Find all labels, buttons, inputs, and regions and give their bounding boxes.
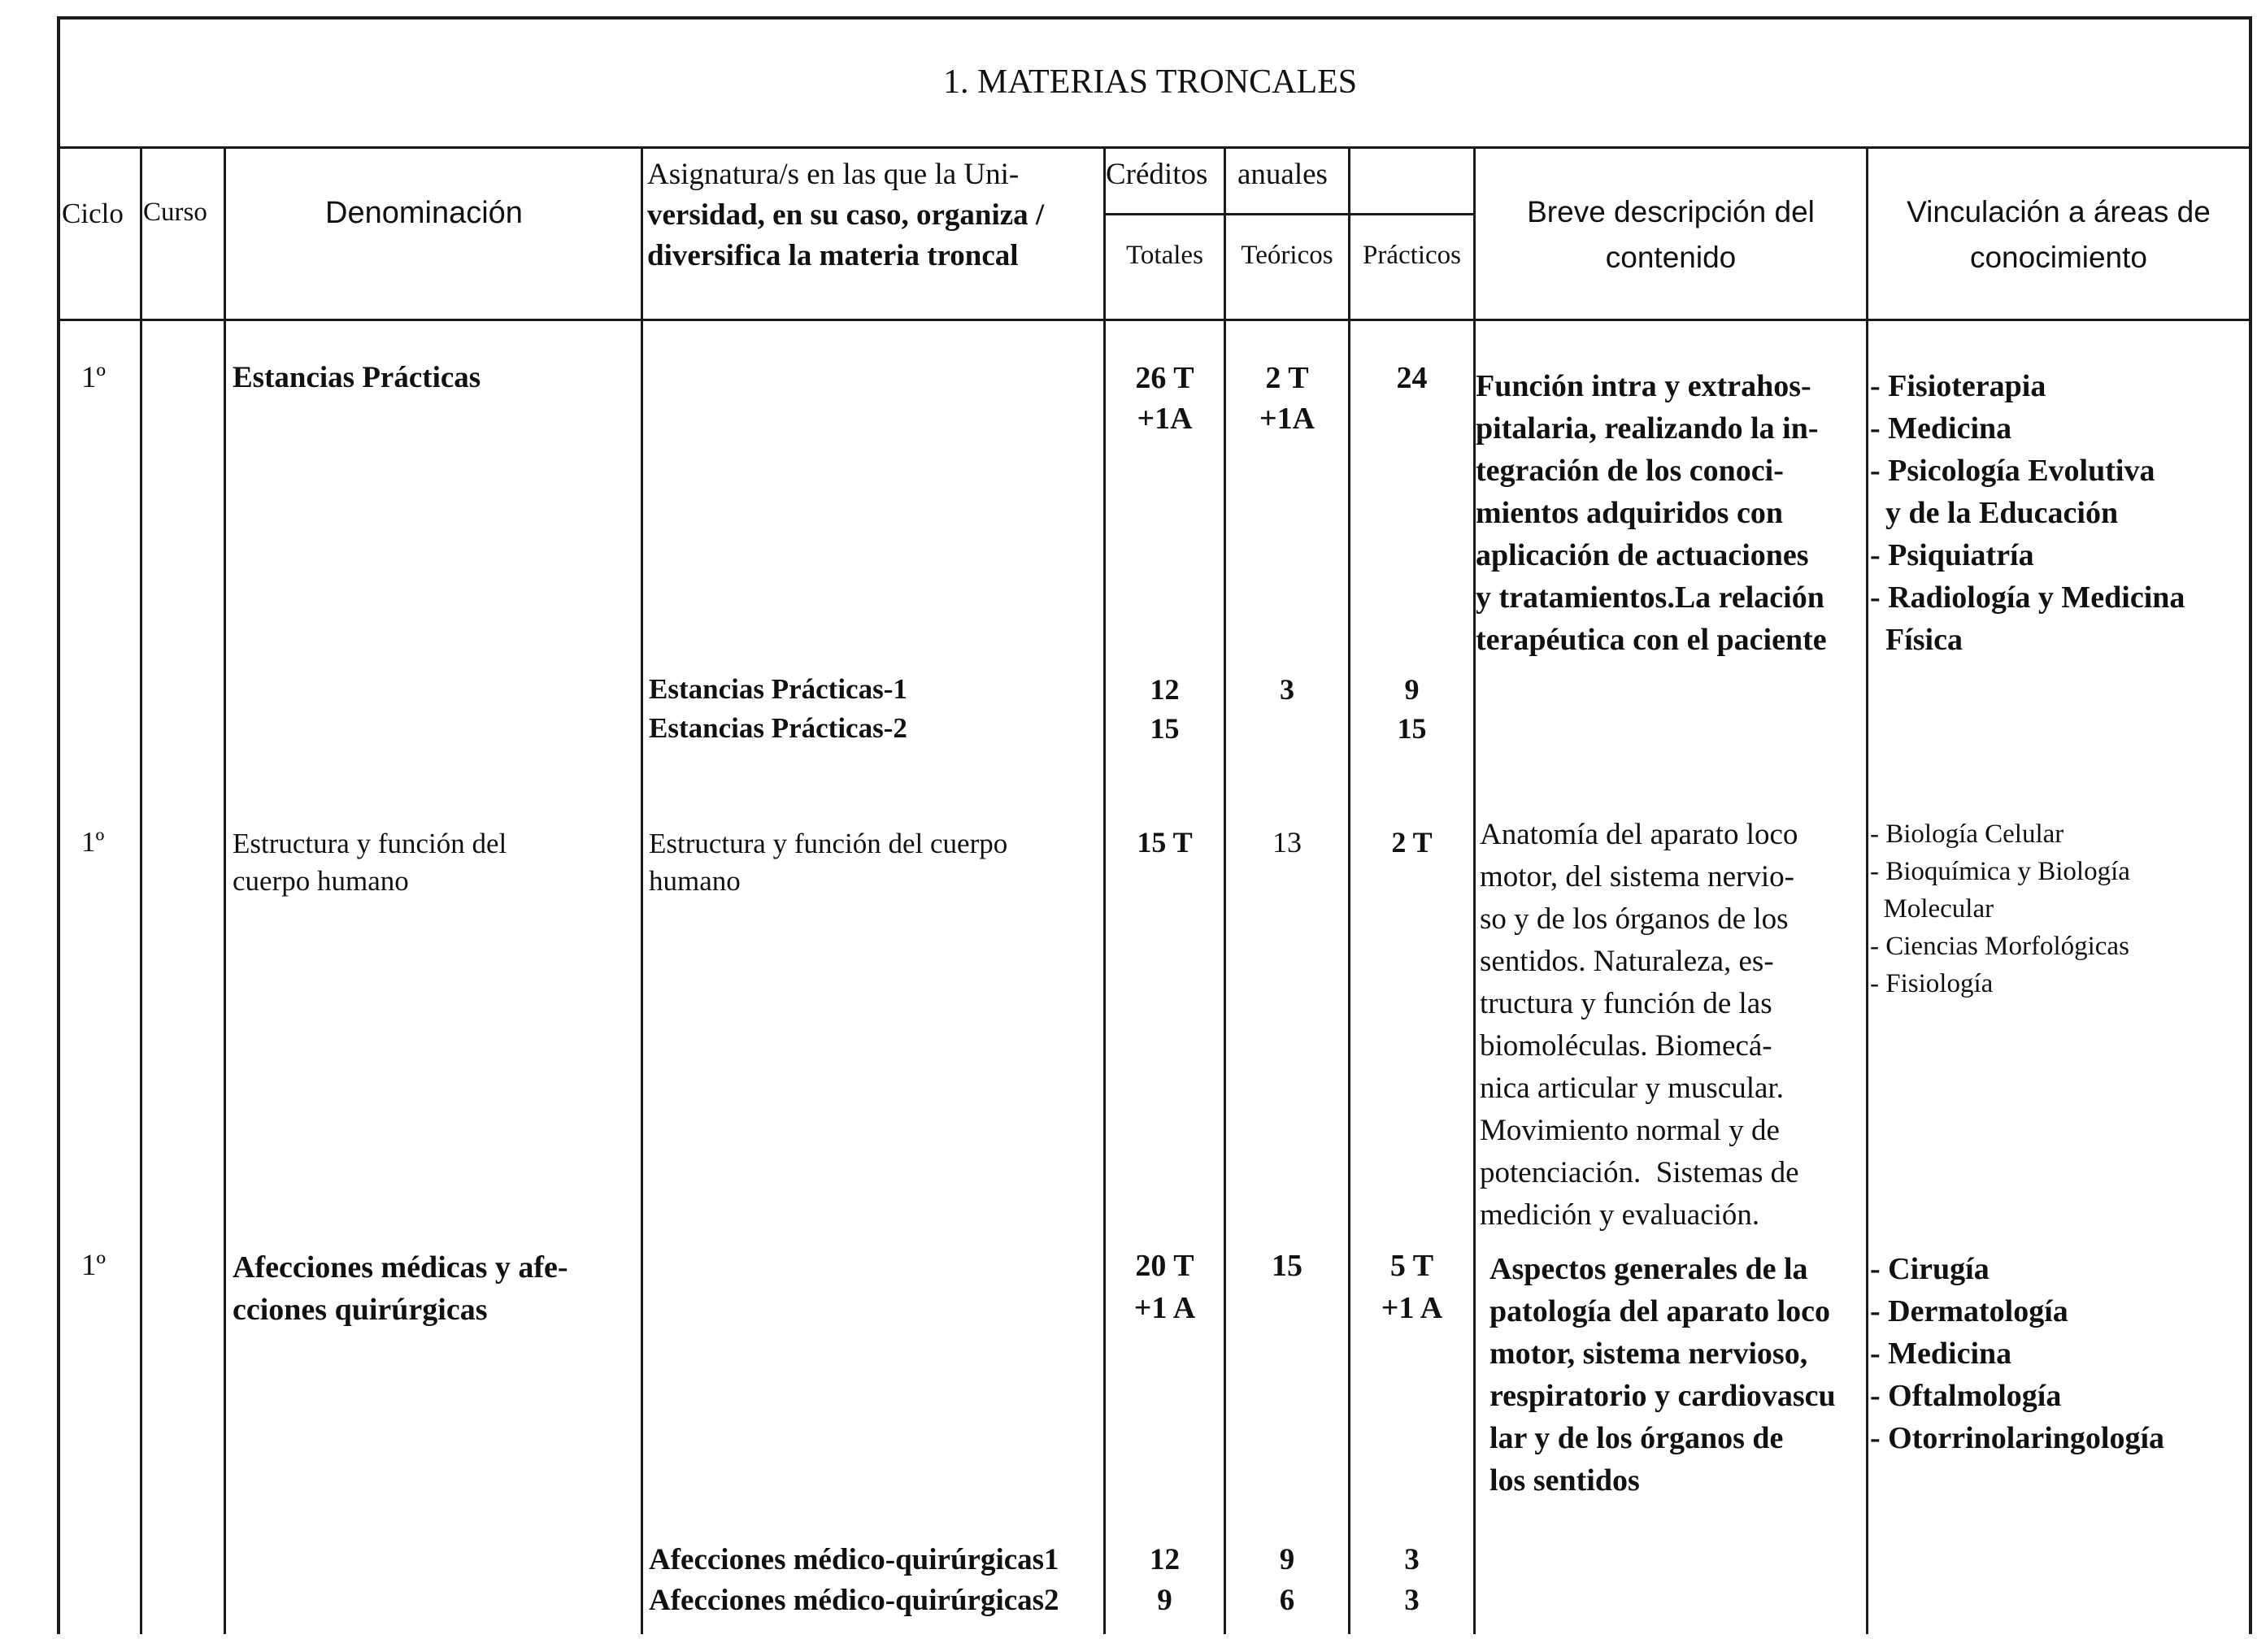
- row-4-descripcion-line-5: lar y de los órganos de: [1489, 1421, 1784, 1455]
- header-asignatura-line-1: Asignatura/s en las que la Uni-: [647, 158, 1020, 191]
- header-divider: [57, 319, 2252, 321]
- row-1-vinculacion-line-7: Física: [1870, 623, 1963, 657]
- row-2-totales-1: 12: [1150, 673, 1180, 706]
- row-4-practicos-line-1: 5 T: [1389, 1249, 1434, 1283]
- row-1-vinculacion-line-4: y de la Educación: [1870, 496, 2119, 530]
- row-3-descripcion-line-9: potenciación. Sistemas de: [1480, 1156, 1799, 1189]
- row-1-descripcion-line-7: terapéutica con el paciente: [1476, 623, 1827, 657]
- row-3-ciclo: 1º: [81, 826, 105, 858]
- row-3-asignatura-line-1: Estructura y función del cuerpo: [649, 828, 1008, 859]
- row-3-descripcion-line-5: tructura y función de las: [1480, 987, 1772, 1020]
- row-4-vinculacion-line-1: - Cirugía: [1870, 1252, 1990, 1286]
- row-1-descripcion-line-5: aplicación de actuaciones: [1476, 538, 1809, 572]
- row-5-asignatura-1: Afecciones médico-quirúrgicas1: [649, 1543, 1059, 1576]
- header-ciclo: Ciclo: [62, 198, 124, 229]
- row-2-asignatura-1: Estancias Prácticas-1: [649, 673, 907, 705]
- row-2-practicos-2: 15: [1397, 712, 1427, 745]
- row-4-vinculacion-line-5: - Otorrinolaringología: [1870, 1421, 2165, 1455]
- row-4-totales-line-1: 20 T: [1135, 1249, 1194, 1283]
- row-3-practicos: 2 T: [1391, 826, 1433, 859]
- row-1-teoricos-line-1: 2 T: [1265, 361, 1309, 395]
- header-asignatura-line-3: diversifica la materia troncal: [647, 239, 1019, 272]
- row-3-descripcion-line-1: Anatomía del aparato loco: [1480, 818, 1798, 851]
- header-vinculacion-line-1: Vinculación a áreas de: [1907, 195, 2211, 228]
- header-creditos: Créditos: [1106, 158, 1208, 191]
- row-4-vinculacion-line-4: - Oftalmología: [1870, 1379, 2062, 1413]
- row-4-teoricos: 15: [1272, 1249, 1302, 1283]
- row-3-asignatura-line-2: humano: [649, 865, 741, 897]
- row-1-vinculacion-line-6: - Radiología y Medicina: [1870, 580, 2185, 615]
- row-3-vinculacion-line-3: Molecular: [1870, 894, 1994, 924]
- header-totales: Totales: [1126, 241, 1203, 270]
- row-1-vinculacion-line-3: - Psicología Evolutiva: [1870, 454, 2155, 488]
- row-4-vinculacion-line-2: - Dermatología: [1870, 1294, 2068, 1328]
- row-3-descripcion-line-3: so y de los órganos de los: [1480, 902, 1789, 936]
- row-5-totales-1: 12: [1150, 1543, 1180, 1576]
- row-2-practicos-1: 9: [1404, 673, 1420, 706]
- row-3-descripcion-line-10: medición y evaluación.: [1480, 1198, 1760, 1232]
- row-5-teoricos-1: 9: [1279, 1543, 1295, 1576]
- row-3-descripcion-line-6: biomoléculas. Biomecá-: [1480, 1029, 1772, 1063]
- header-descripcion-line-1: Breve descripción del: [1527, 195, 1815, 228]
- row-1-ciclo: 1º: [81, 361, 106, 394]
- table-border-top: [57, 16, 2252, 20]
- row-4-descripcion-line-1: Aspectos generales de la: [1489, 1252, 1808, 1286]
- row-1-descripcion-line-1: Función intra y extrahos-: [1476, 369, 1811, 403]
- row-4-denominacion-line-2: cciones quirúrgicas: [233, 1293, 488, 1327]
- row-1-denominacion: Estancias Prácticas: [233, 361, 481, 394]
- header-practicos: Prácticos: [1363, 241, 1461, 270]
- row-3-descripcion-line-2: motor, del sistema nervio-: [1480, 860, 1794, 893]
- col-sep-denominacion: [641, 146, 643, 1634]
- col-sep-curso: [224, 146, 226, 1634]
- row-3-vinculacion-line-5: - Fisiología: [1870, 969, 1994, 998]
- row-3-vinculacion-line-1: - Biología Celular: [1870, 819, 2064, 849]
- row-1-teoricos-line-2: +1A: [1259, 402, 1315, 436]
- row-2-teoricos-1: 3: [1280, 673, 1294, 706]
- row-5-asignatura-2: Afecciones médico-quirúrgicas2: [649, 1584, 1059, 1617]
- row-4-denominacion-line-1: Afecciones médicas y afe-: [233, 1250, 568, 1285]
- row-4-totales-line-2: +1 A: [1133, 1291, 1196, 1325]
- col-sep-ciclo: [140, 146, 142, 1634]
- table-border-right: [2249, 16, 2252, 1634]
- row-4-vinculacion-line-3: - Medicina: [1870, 1337, 2012, 1371]
- row-4-descripcion-line-3: motor, sistema nervioso,: [1489, 1337, 1808, 1371]
- table-title: 1. MATERIAS TRONCALES: [943, 63, 1358, 101]
- header-denominacion: Denominación: [325, 196, 523, 230]
- row-1-descripcion-line-4: mientos adquiridos con: [1476, 496, 1783, 530]
- row-3-teoricos: 13: [1272, 826, 1302, 859]
- header-asignatura-line-2: versidad, en su caso, organiza /: [647, 198, 1045, 232]
- row-5-teoricos-2: 6: [1279, 1584, 1295, 1617]
- row-1-vinculacion-line-1: - Fisioterapia: [1870, 369, 2046, 403]
- table-border-left: [57, 16, 60, 1634]
- row-3-descripcion-line-4: sentidos. Naturaleza, es-: [1480, 945, 1774, 978]
- row-4-descripcion-line-2: patología del aparato loco: [1489, 1294, 1831, 1328]
- title-divider: [57, 146, 2252, 149]
- row-1-totales-line-2: +1A: [1137, 402, 1193, 436]
- row-1-descripcion-line-3: tegración de los conoci-: [1476, 454, 1784, 488]
- row-3-vinculacion-line-2: - Bioquímica y Biología: [1870, 857, 2130, 886]
- row-4-descripcion-line-6: los sentidos: [1489, 1463, 1640, 1498]
- row-4-descripcion-line-4: respiratorio y cardiovascu: [1489, 1379, 1836, 1413]
- row-1-descripcion-line-2: pitalaria, realizando la in-: [1476, 411, 1819, 446]
- row-1-vinculacion-line-5: - Psiquiatría: [1870, 538, 2034, 572]
- header-descripcion-line-2: contenido: [1605, 241, 1737, 274]
- col-sep-descripcion: [1866, 146, 1868, 1634]
- row-1-descripcion-line-6: y tratamientos.La relación: [1476, 580, 1824, 615]
- row-3-descripcion-line-7: nica articular y muscular.: [1480, 1072, 1784, 1105]
- credits-subheader-divider: [1103, 213, 1473, 215]
- row-3-descripcion-line-8: Movimiento normal y de: [1480, 1114, 1780, 1147]
- row-3-denominacion-line-2: cuerpo humano: [233, 865, 409, 897]
- header-vinculacion-line-2: conocimiento: [1969, 241, 2147, 274]
- row-5-totales-2: 9: [1157, 1584, 1172, 1617]
- row-5-practicos-1: 3: [1404, 1543, 1420, 1576]
- row-2-totales-2: 15: [1150, 712, 1180, 745]
- row-3-vinculacion-line-4: - Ciencias Morfológicas: [1870, 932, 2129, 961]
- row-2-asignatura-2: Estancias Prácticas-2: [649, 712, 907, 744]
- row-3-denominacion-line-1: Estructura y función del: [233, 828, 507, 859]
- row-1-totales-line-1: 26 T: [1135, 361, 1194, 395]
- row-3-totales: 15 T: [1137, 826, 1193, 859]
- header-curso: Curso: [143, 198, 207, 227]
- header-teoricos: Teóricos: [1241, 241, 1333, 270]
- row-1-vinculacion-line-2: - Medicina: [1870, 411, 2012, 446]
- row-4-practicos-line-2: +1 A: [1381, 1291, 1443, 1325]
- row-5-practicos-2: 3: [1404, 1584, 1420, 1617]
- row-1-practicos: 24: [1396, 361, 1428, 395]
- header-anuales: anuales: [1237, 158, 1328, 191]
- row-4-ciclo: 1º: [81, 1249, 106, 1282]
